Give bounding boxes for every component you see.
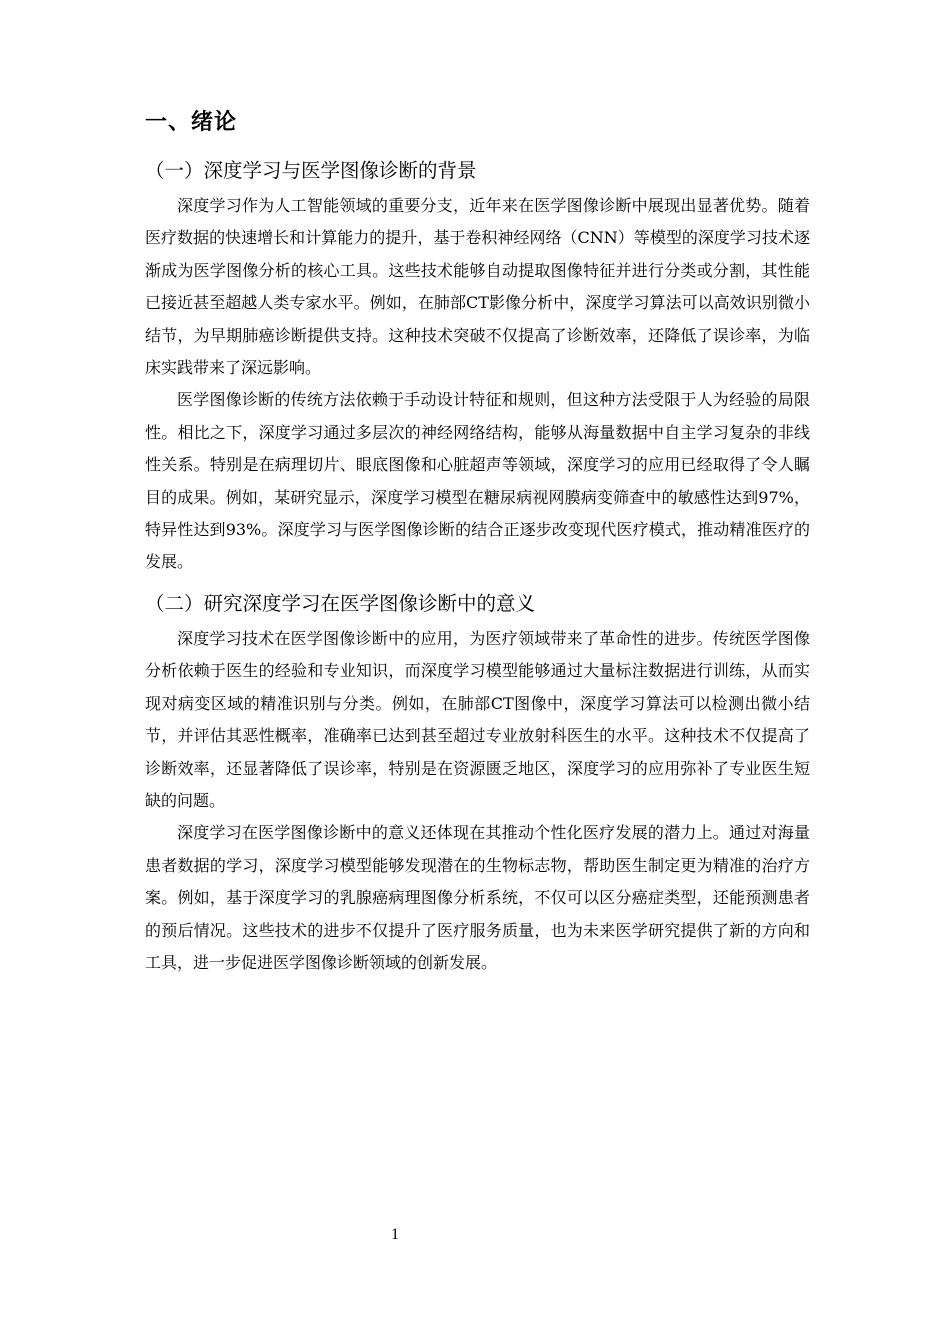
paragraph: 深度学习作为人工智能领域的重要分支，近年来在医学图像诊断中展现出显著优势。随着医疗数据的快速增长和计算能力的提升，基于卷积神经网络（CNN）等模型的深度学习技术逐渐成为医学图像分析的核心工具。这些技术能够自动提取图像特征并进行分类或分割，其性能已接近甚至超越人类专家水平。例如，在肺部CT影像分析中，深度学习算法可以高效识别微小结节，为早期肺癌诊断提供支持。这种技术突破不仅提高了诊断效率，还降低了误诊率，为临床实践带来了深远影响。 xyxy=(145,196,810,378)
document-page xyxy=(145,108,810,979)
section-significance xyxy=(145,589,810,979)
page-number: 1 xyxy=(391,1226,399,1243)
paragraph: 深度学习技术在医学图像诊断中的应用，为医疗领域带来了革命性的进步。传统医学图像分析依赖于医生的经验和专业知识，而深度学习模型能够通过大量标注数据进行训练，从而实现对病变区域的精准识别与分类。例如，在肺部CT图像中，深度学习算法可以检测出微小结节，并评估其恶性概率，准确率已达到甚至超过专业放射科医生的水平。这种技术不仅提高了诊断效率，还显著降低了误诊率，特别是在资源匮乏地区，深度学习的应用弥补了专业医生短缺的问题。 xyxy=(145,628,810,810)
chapter-title: 一、绪论 xyxy=(145,110,238,135)
paragraph: 医学图像诊断的传统方法依赖于手动设计特征和规则，但这种方法受限于人为经验的局限性。相比之下，深度学习通过多层次的神经网络结构，能够从海量数据中自主学习复杂的非线性关系。特别是在病理切片、眼底图像和心脏超声等领域，深度学习的应用已经取得了令人瞩目的成果。例如，某研究显示，深度学习模型在糖尿病视网膜病变筛查中的敏感性达到97%，特异性达到93%。深度学习与医学图像诊断的结合正逐步改变现代医疗模式，推动精准医疗的发展。 xyxy=(145,390,810,572)
section-heading: （一）深度学习与医学图像诊断的背景 xyxy=(145,159,477,182)
section-heading: （二）研究深度学习在医学图像诊断中的意义 xyxy=(145,591,536,615)
paragraph: 深度学习在医学图像诊断中的意义还体现在其推动个性化医疗发展的潜力上。通过对海量患者数据的学习，深度学习模型能够发现潜在的生物标志物，帮助医生制定更为精准的治疗方案。例如，基于深度学习的乳腺癌病理图像分析系统，不仅可以区分癌症类型，还能预测患者的预后情况。这些技术的进步不仅提升了医疗服务质量，也为未来医学研究提供了新的方向和工具，进一步促进医学图像诊断领域的创新发展。 xyxy=(145,823,810,972)
section-background xyxy=(145,156,810,579)
